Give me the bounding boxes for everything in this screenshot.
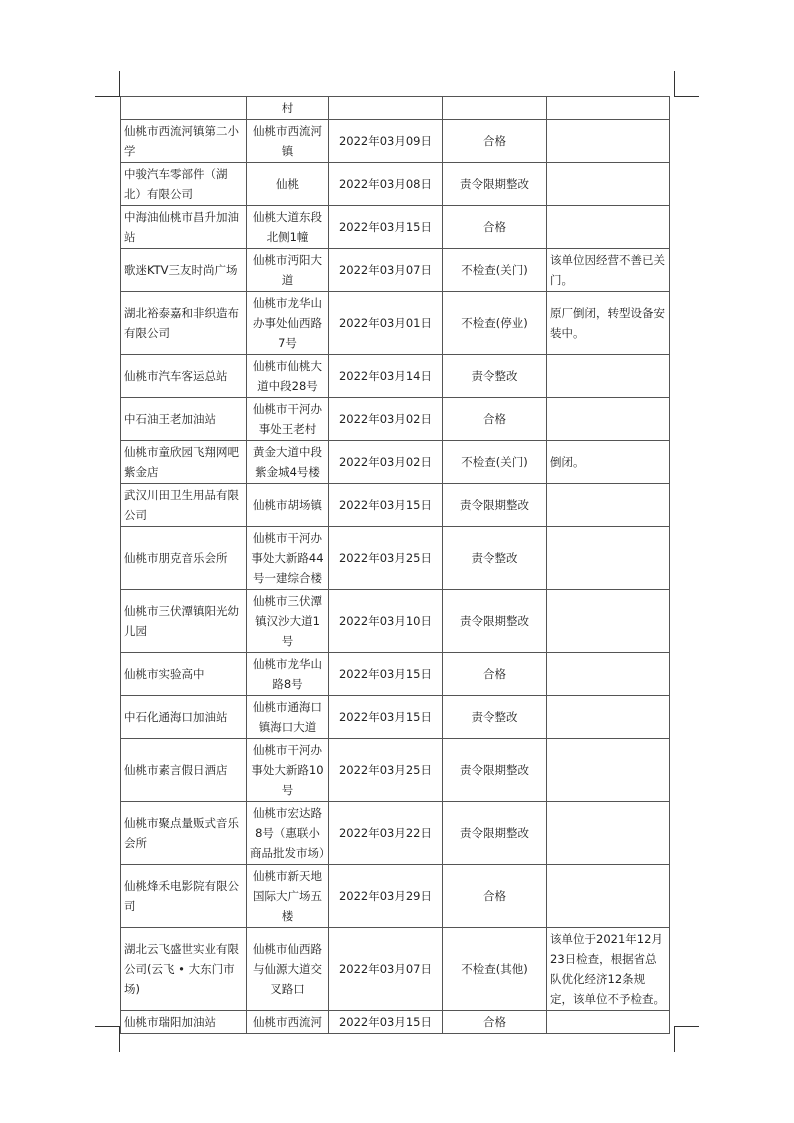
cell-address: 仙桃市西流河镇 bbox=[247, 120, 329, 163]
table-row bbox=[121, 97, 670, 120]
cell-note bbox=[547, 206, 670, 249]
cell-address: 仙桃市胡场镇 bbox=[247, 484, 329, 527]
cell-address: 仙桃市干河办事处大新路44号一建综合楼 bbox=[247, 527, 329, 590]
crop-mark-bottom-left-h bbox=[95, 1026, 120, 1027]
cell-result: 合格 bbox=[443, 653, 547, 696]
cell-result: 不检查(关门) bbox=[443, 441, 547, 484]
cell-name: 仙桃市朋克音乐会所 bbox=[121, 527, 247, 590]
table-row bbox=[121, 739, 670, 802]
cell-note bbox=[547, 97, 670, 120]
table-row bbox=[121, 928, 670, 1011]
cell-note: 倒闭。 bbox=[547, 441, 670, 484]
cell-address: 仙桃市仙桃大道中段28号 bbox=[247, 355, 329, 398]
cell-name: 中石化通海口加油站 bbox=[121, 696, 247, 739]
crop-mark-top-right-v bbox=[674, 71, 675, 97]
cell-address: 仙桃市通海口镇海口大道 bbox=[247, 696, 329, 739]
cell-date: 2022年03月15日 bbox=[329, 1011, 443, 1034]
cell-address: 仙桃市干河办事处大新路10号 bbox=[247, 739, 329, 802]
table-row bbox=[121, 355, 670, 398]
cell-date: 2022年03月08日 bbox=[329, 163, 443, 206]
crop-mark-top-left-v bbox=[119, 71, 120, 97]
cell-address: 村 bbox=[247, 97, 329, 120]
cell-result: 责令限期整改 bbox=[443, 484, 547, 527]
table-row bbox=[121, 590, 670, 653]
cell-note: 该单位于2021年12月23日检查，根据省总队优化经济12条规定，该单位不予检查。 bbox=[547, 928, 670, 1011]
cell-note bbox=[547, 484, 670, 527]
cell-date: 2022年03月25日 bbox=[329, 527, 443, 590]
cell-address: 仙桃市三伏潭镇汉沙大道1号 bbox=[247, 590, 329, 653]
table-row bbox=[121, 120, 670, 163]
cell-address: 仙桃市宏达路8号（惠联小商品批发市场） bbox=[247, 802, 329, 865]
cell-result: 合格 bbox=[443, 120, 547, 163]
cell-date: 2022年03月14日 bbox=[329, 355, 443, 398]
cell-note bbox=[547, 1011, 670, 1034]
cell-address: 仙桃 bbox=[247, 163, 329, 206]
cell-result: 责令限期整改 bbox=[443, 163, 547, 206]
cell-result: 责令限期整改 bbox=[443, 802, 547, 865]
cell-date: 2022年03月07日 bbox=[329, 249, 443, 292]
cell-name: 湖北裕泰嘉和非织造布有限公司 bbox=[121, 292, 247, 355]
cell-note bbox=[547, 739, 670, 802]
cell-date: 2022年03月09日 bbox=[329, 120, 443, 163]
table-row bbox=[121, 163, 670, 206]
cell-result: 不检查(停业) bbox=[443, 292, 547, 355]
cell-address: 黄金大道中段紫金城4号楼 bbox=[247, 441, 329, 484]
crop-mark-top-right-h bbox=[674, 96, 699, 97]
cell-name: 歌迷KTV三友时尚广场 bbox=[121, 249, 247, 292]
cell-note bbox=[547, 120, 670, 163]
table-row bbox=[121, 527, 670, 590]
cell-result bbox=[443, 97, 547, 120]
cell-note: 原厂倒闭，转型设备安装中。 bbox=[547, 292, 670, 355]
table-row bbox=[121, 292, 670, 355]
table-row bbox=[121, 398, 670, 441]
cell-name: 武汉川田卫生用品有限公司 bbox=[121, 484, 247, 527]
cell-result: 责令整改 bbox=[443, 696, 547, 739]
cell-note bbox=[547, 653, 670, 696]
cell-note bbox=[547, 696, 670, 739]
cell-name: 仙桃市实验高中 bbox=[121, 653, 247, 696]
cell-note bbox=[547, 590, 670, 653]
cell-note: 该单位因经营不善已关门。 bbox=[547, 249, 670, 292]
table-row bbox=[121, 1011, 670, 1034]
cell-date: 2022年03月02日 bbox=[329, 398, 443, 441]
cell-result: 合格 bbox=[443, 1011, 547, 1034]
cell-name: 仙桃市童欣园飞翔网吧紫金店 bbox=[121, 441, 247, 484]
cell-name bbox=[121, 97, 247, 120]
cell-date: 2022年03月15日 bbox=[329, 653, 443, 696]
cell-result: 责令限期整改 bbox=[443, 590, 547, 653]
cell-date bbox=[329, 97, 443, 120]
cell-address: 仙桃市龙华山路8号 bbox=[247, 653, 329, 696]
cell-result: 不检查(关门) bbox=[443, 249, 547, 292]
cell-address: 仙桃市仙西路与仙源大道交叉路口 bbox=[247, 928, 329, 1011]
cell-name: 仙桃市瑞阳加油站 bbox=[121, 1011, 247, 1034]
cell-address: 仙桃市新天地国际大广场五楼 bbox=[247, 865, 329, 928]
cell-name: 中海油仙桃市昌升加油站 bbox=[121, 206, 247, 249]
cell-date: 2022年03月15日 bbox=[329, 696, 443, 739]
cell-note bbox=[547, 398, 670, 441]
table-row bbox=[121, 802, 670, 865]
cell-result: 合格 bbox=[443, 865, 547, 928]
table-row bbox=[121, 696, 670, 739]
cell-note bbox=[547, 865, 670, 928]
cell-address: 仙桃市沔阳大道 bbox=[247, 249, 329, 292]
crop-mark-top-left-h bbox=[95, 96, 120, 97]
cell-result: 责令整改 bbox=[443, 355, 547, 398]
crop-mark-bottom-right-h bbox=[674, 1026, 699, 1027]
cell-date: 2022年03月22日 bbox=[329, 802, 443, 865]
cell-note bbox=[547, 802, 670, 865]
table-row bbox=[121, 249, 670, 292]
cell-date: 2022年03月29日 bbox=[329, 865, 443, 928]
cell-date: 2022年03月25日 bbox=[329, 739, 443, 802]
cell-name: 仙桃市素言假日酒店 bbox=[121, 739, 247, 802]
cell-date: 2022年03月15日 bbox=[329, 484, 443, 527]
cell-name: 仙桃市汽车客运总站 bbox=[121, 355, 247, 398]
cell-result: 合格 bbox=[443, 398, 547, 441]
table-row bbox=[121, 865, 670, 928]
cell-note bbox=[547, 355, 670, 398]
cell-name: 湖北云飞盛世实业有限公司(云飞 • 大东门市场) bbox=[121, 928, 247, 1011]
cell-name: 中石油王老加油站 bbox=[121, 398, 247, 441]
cell-address: 仙桃大道东段北侧1幢 bbox=[247, 206, 329, 249]
cell-note bbox=[547, 163, 670, 206]
cell-name: 中骏汽车零部件（湖北）有限公司 bbox=[121, 163, 247, 206]
cell-result: 责令整改 bbox=[443, 527, 547, 590]
cell-result: 不检查(其他) bbox=[443, 928, 547, 1011]
cell-date: 2022年03月02日 bbox=[329, 441, 443, 484]
crop-mark-bottom-right-v bbox=[674, 1026, 675, 1052]
cell-name: 仙桃市西流河镇第二小学 bbox=[121, 120, 247, 163]
table-row bbox=[121, 206, 670, 249]
cell-date: 2022年03月01日 bbox=[329, 292, 443, 355]
cell-name: 仙桃市三伏潭镇阳光幼儿园 bbox=[121, 590, 247, 653]
cell-name: 仙桃烽禾电影院有限公司 bbox=[121, 865, 247, 928]
table-row bbox=[121, 441, 670, 484]
cell-date: 2022年03月15日 bbox=[329, 206, 443, 249]
table-row bbox=[121, 484, 670, 527]
cell-date: 2022年03月07日 bbox=[329, 928, 443, 1011]
cell-address: 仙桃市西流河 bbox=[247, 1011, 329, 1034]
cell-address: 仙桃市干河办事处王老村 bbox=[247, 398, 329, 441]
table-row bbox=[121, 653, 670, 696]
cell-date: 2022年03月10日 bbox=[329, 590, 443, 653]
cell-address: 仙桃市龙华山办事处仙西路7号 bbox=[247, 292, 329, 355]
cell-result: 合格 bbox=[443, 206, 547, 249]
cell-note bbox=[547, 527, 670, 590]
cell-name: 仙桃市聚点量贩式音乐会所 bbox=[121, 802, 247, 865]
cell-result: 责令限期整改 bbox=[443, 739, 547, 802]
inspection-table bbox=[120, 96, 670, 1034]
